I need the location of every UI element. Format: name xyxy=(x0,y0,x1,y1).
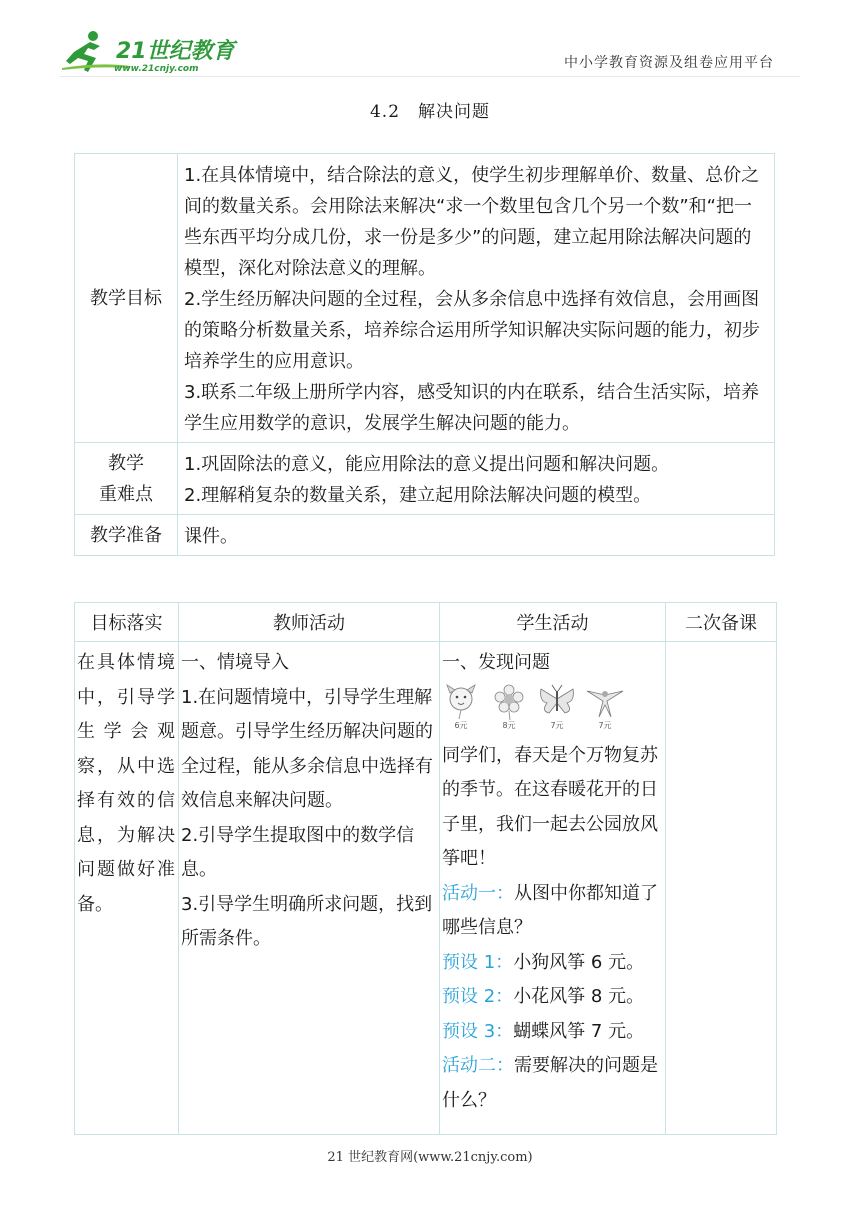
preparation-row xyxy=(75,515,775,556)
key-point-item: 1.巩固除法的意义，能应用除法的意义提出问题和解决问题。 xyxy=(184,454,670,475)
kite-images xyxy=(440,681,663,739)
logo-url-text: www.21cnjy.com xyxy=(114,64,199,74)
header-divider xyxy=(60,76,800,77)
kite-price: 8元 xyxy=(502,720,516,730)
preset-three: 预设 3：蝴蝶风筝 7 元。 xyxy=(442,1020,645,1042)
lesson-info-table xyxy=(74,153,775,556)
backup-cell xyxy=(666,642,777,1135)
objective-item: 1.在具体情境中，结合除法的意义，使学生初步理解单价、数量、总价之间的数量关系。会用除法来解决“求一个数里包含几个另一个数”和“把一些东西平均分成几份，求一份是多少”的问题，建立起用除法解决问题的模型，深化对除法意义的理解。 xyxy=(184,165,760,279)
key-points-row xyxy=(75,443,775,515)
teacher-item: 2.引导学生提取图中的数学信息。 xyxy=(181,824,415,880)
butterfly-kite-icon xyxy=(537,681,577,721)
preset-one: 预设 1：小狗风筝 6 元。 xyxy=(442,951,645,973)
kite-item xyxy=(488,681,530,731)
kite-item xyxy=(536,681,578,731)
logo-main-text: 21世纪教育 xyxy=(116,39,235,64)
objectives-label: 教学目标 xyxy=(75,154,178,443)
activity-header-row xyxy=(75,603,777,642)
header-student: 学生活动 xyxy=(440,603,666,642)
header-goal: 目标落实 xyxy=(75,603,179,642)
objective-item: 3.联系二年级上册所学内容，感受知识的内在联系，结合生活实际，培养学生应用数学的意识，发展学生解决问题的能力。 xyxy=(184,382,760,434)
teacher-item: 3.引导学生明确所求问题，找到所需条件。 xyxy=(181,893,433,949)
objectives-row xyxy=(75,154,775,443)
header-backup: 二次备课 xyxy=(666,603,777,642)
site-logo xyxy=(60,28,250,76)
teacher-item: 1.在问题情境中，引导学生理解题意。引导学生经历解决问题的全过程，能从多余信息中选择有效信息来解决问题。 xyxy=(181,686,433,811)
preparation-label: 教学准备 xyxy=(75,515,178,556)
objective-item: 2.学生经历解决问题的全过程，会从多余信息中选择有效信息，会用画图的策略分析数量关系，培养综合运用所学知识解决实际问题的能力，初步培养学生的应用意识。 xyxy=(184,289,760,372)
activity-two: 活动二：需要解决的问题是什么？ xyxy=(442,1055,658,1111)
platform-name: 中小学教育资源及组卷应用平台 xyxy=(564,55,774,71)
flower-kite-icon xyxy=(489,681,529,721)
kite-price: 7元 xyxy=(550,720,564,730)
kite-price: 7元 xyxy=(598,720,612,730)
kite-price: 6元 xyxy=(454,720,468,730)
dog-kite-icon xyxy=(441,681,481,721)
student-intro: 同学们，春天是个万物复苏的季节。在这春暖花开的日子里，我们一起去公园放风筝吧！ xyxy=(442,744,658,869)
header-teacher: 教师活动 xyxy=(179,603,440,642)
activity-body-row xyxy=(75,642,777,1135)
objectives-content xyxy=(178,154,775,443)
kite-item xyxy=(440,681,482,731)
key-point-item: 2.理解稍复杂的数量关系，建立起用除法解决问题的模型。 xyxy=(184,485,652,506)
page-footer: 21 世纪教育网(www.21cnjy.com) xyxy=(327,1150,533,1165)
preparation-content: 课件。 xyxy=(178,515,775,556)
goal-cell: 在具体情境中，引导学生学会观察，从中选择有效的信息，为解决问题做好准备。 xyxy=(75,642,179,1135)
bird-kite-icon xyxy=(585,681,625,721)
student-cell xyxy=(440,642,666,1135)
teacher-cell xyxy=(179,642,440,1135)
kite-item xyxy=(584,681,626,731)
activity-table xyxy=(74,602,777,1135)
activity-one: 活动一：从图中你都知道了哪些信息？ xyxy=(442,882,658,938)
key-points-label: 教学 重难点 xyxy=(75,443,178,515)
page-title: 4.2 解决问题 xyxy=(369,102,491,122)
key-points-content xyxy=(178,443,775,515)
preset-two: 预设 2：小花风筝 8 元。 xyxy=(442,986,645,1007)
student-section: 一、发现问题 xyxy=(442,652,550,673)
teacher-section: 一、情境导入 xyxy=(181,652,289,673)
